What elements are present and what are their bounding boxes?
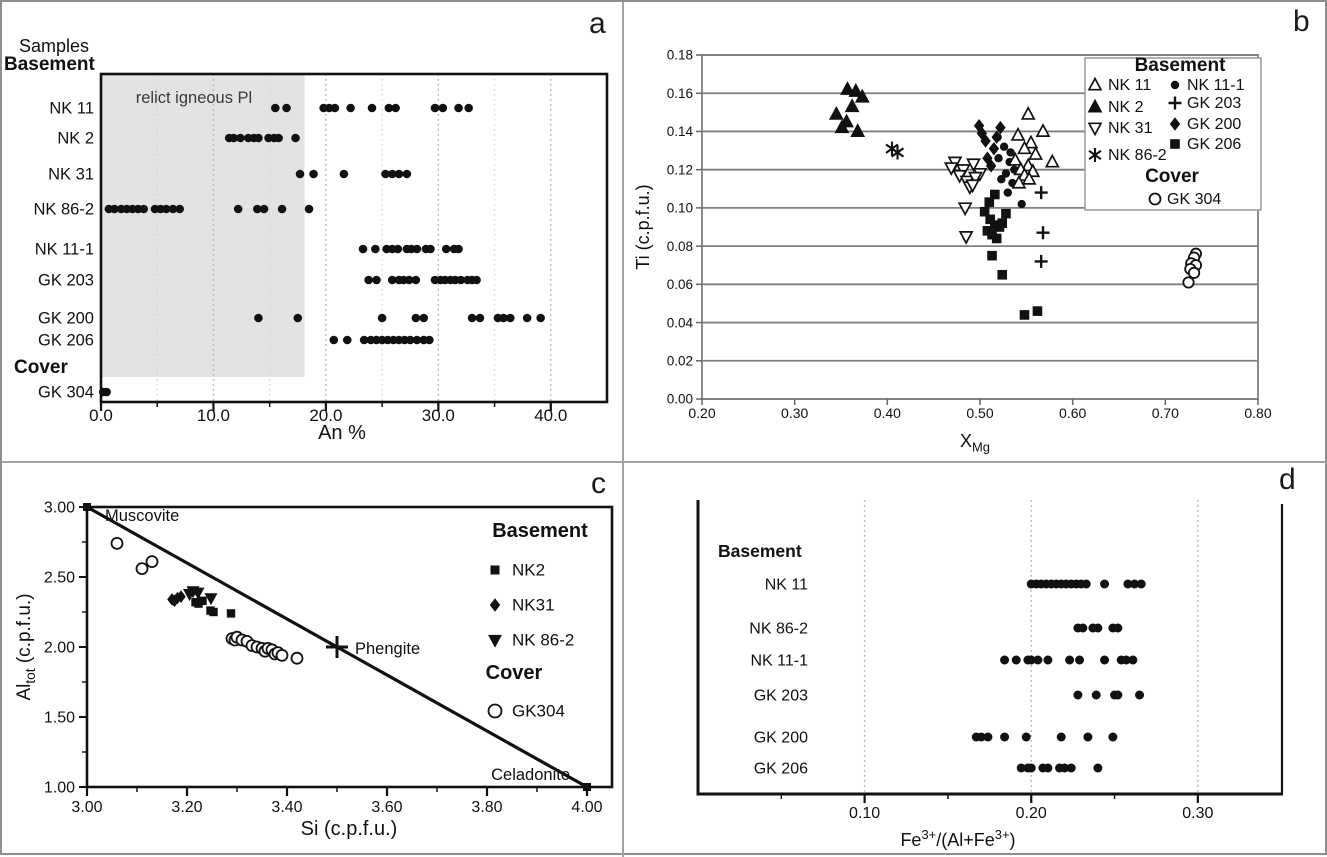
row-nk-11 xyxy=(1027,580,1146,589)
x-tick-label: 20.0 xyxy=(309,406,343,425)
legend-label: GK304 xyxy=(512,701,565,721)
data-point xyxy=(1082,580,1091,589)
x-tick-label: 40.0 xyxy=(534,406,568,425)
data-point xyxy=(1057,733,1066,742)
row-nk-11-1 xyxy=(359,245,463,254)
data-point xyxy=(425,336,434,345)
series-nk-31 xyxy=(945,157,986,243)
legend-label: GK 206 xyxy=(1187,136,1242,153)
data-point xyxy=(260,205,269,214)
panel-c xyxy=(2,462,623,857)
row-label: NK 86-2 xyxy=(33,200,94,219)
x-tick-label: 3.00 xyxy=(71,799,103,816)
data-point xyxy=(1037,125,1049,136)
data-point xyxy=(989,142,999,155)
annotation: Phengite xyxy=(355,640,421,658)
data-point xyxy=(412,314,421,323)
row-label: GK 200 xyxy=(38,309,94,328)
data-point xyxy=(472,276,481,285)
y-tick-label: 1.00 xyxy=(43,779,75,797)
panel-d-chart xyxy=(623,462,1327,857)
data-point xyxy=(987,251,997,261)
data-point xyxy=(1113,624,1122,633)
data-point xyxy=(1022,733,1031,742)
legend-marker-square-filled xyxy=(491,566,500,575)
data-point xyxy=(959,203,971,214)
data-point xyxy=(992,234,1002,244)
data-point xyxy=(1108,733,1117,742)
row-label: NK 11 xyxy=(49,99,94,118)
row-label: GK 203 xyxy=(753,687,808,705)
data-point xyxy=(454,104,463,113)
data-point xyxy=(371,245,380,254)
series-gk-203 xyxy=(1035,186,1050,268)
data-point xyxy=(209,608,217,616)
data-point xyxy=(291,134,300,143)
panel-a xyxy=(2,2,623,462)
data-point xyxy=(1004,188,1012,196)
legend-label: NK 31 xyxy=(1108,120,1153,137)
data-point xyxy=(274,134,283,143)
panel-b xyxy=(623,2,1327,462)
data-point xyxy=(1078,624,1087,633)
data-point xyxy=(391,104,400,113)
x-tick-label: 0.20 xyxy=(688,405,716,421)
data-point xyxy=(1012,129,1024,140)
panel-b-chart xyxy=(623,2,1327,462)
data-point xyxy=(331,104,340,113)
row-label: NK 11-1 xyxy=(750,652,808,670)
data-point xyxy=(277,650,288,661)
y-tick-label: 2.00 xyxy=(43,639,75,657)
data-point xyxy=(1073,691,1082,700)
data-point xyxy=(394,245,403,254)
series-gk-304 xyxy=(1183,249,1201,288)
data-point xyxy=(236,134,245,143)
x-axis-label: Si (c.p.f.u.) xyxy=(300,818,398,840)
data-point xyxy=(293,314,302,323)
x-tick-label: 0.70 xyxy=(1151,405,1179,421)
data-point xyxy=(1043,764,1052,773)
legend-marker-tridown-filled xyxy=(489,636,500,646)
legend-label: NK 86-2 xyxy=(512,630,575,650)
y-tick-label: 0.04 xyxy=(666,315,693,331)
data-point xyxy=(395,170,404,179)
annotation: Muscovite xyxy=(105,507,180,525)
data-point xyxy=(139,205,148,214)
data-point xyxy=(1075,656,1084,665)
data-point xyxy=(442,245,451,254)
legend-title: Cover xyxy=(485,662,543,684)
data-point xyxy=(198,597,206,605)
data-point xyxy=(1033,306,1043,316)
data-point xyxy=(412,276,421,285)
data-point xyxy=(1183,277,1193,287)
y-axis-label: $Al_{tot}$ (c.p.f.u.) xyxy=(14,593,38,701)
data-point xyxy=(983,733,992,742)
data-point xyxy=(830,108,842,119)
data-point xyxy=(997,270,1007,280)
row-gk-203 xyxy=(1073,691,1144,700)
row-label: NK 2 xyxy=(57,129,94,148)
data-point xyxy=(329,336,338,345)
row-label: NK 11-1 xyxy=(34,240,94,259)
data-point xyxy=(1093,764,1102,773)
legend-label: NK31 xyxy=(512,595,555,615)
shaded-region xyxy=(101,74,305,377)
data-point xyxy=(960,232,972,243)
annotation: Celadonite xyxy=(491,766,570,784)
group-header: Basement xyxy=(718,541,802,561)
data-point xyxy=(1092,691,1101,700)
panel-d xyxy=(623,462,1327,857)
data-point xyxy=(431,104,440,113)
x-tick-label: 0.0 xyxy=(89,406,113,425)
legend-title: Basement xyxy=(492,520,588,542)
y-tick-label: 0.16 xyxy=(666,85,693,101)
row-label: GK 206 xyxy=(38,331,94,350)
legend-title: Basement xyxy=(1134,55,1226,76)
legend-label: GK 200 xyxy=(1187,116,1242,133)
panel-letter-b: b xyxy=(1293,5,1310,38)
row-gk-206 xyxy=(329,336,433,345)
row-label: NK 31 xyxy=(48,165,94,184)
data-point xyxy=(234,205,243,214)
data-point xyxy=(359,245,368,254)
legend-marker-circle-open xyxy=(489,705,502,718)
y-tick-label: 0.18 xyxy=(666,47,693,63)
data-point xyxy=(343,336,352,345)
data-point xyxy=(305,205,314,214)
data-point xyxy=(175,205,184,214)
series-nk31 xyxy=(167,590,186,607)
data-point xyxy=(1189,268,1199,278)
data-point xyxy=(506,314,515,323)
data-point xyxy=(1035,186,1048,199)
data-point xyxy=(309,170,318,179)
x-tick-label: 3.40 xyxy=(271,799,303,816)
data-point xyxy=(993,133,1001,141)
legend-label: GK 203 xyxy=(1187,95,1242,112)
legend-label: NK 2 xyxy=(1108,99,1144,116)
x-axis-label: $Fe^{3+}/(Al+Fe^{3+})$ xyxy=(900,827,1016,850)
x-tick-label: 0.30 xyxy=(781,405,809,421)
data-point xyxy=(292,653,303,664)
data-point xyxy=(368,104,377,113)
data-point xyxy=(147,556,158,567)
data-point xyxy=(1135,691,1144,700)
x-tick-label: 30.0 xyxy=(421,406,455,425)
reference-marker-square-filled xyxy=(83,503,91,511)
data-point xyxy=(364,276,373,285)
x-tick-label: 0.30 xyxy=(1182,805,1214,822)
y-tick-label: 0.14 xyxy=(666,124,693,140)
group-header: Cover xyxy=(14,357,68,378)
legend-marker-square-filled xyxy=(1170,139,1180,149)
legend-label: GK 304 xyxy=(1167,191,1222,208)
data-point xyxy=(372,276,381,285)
data-point xyxy=(1065,656,1074,665)
data-point xyxy=(1037,226,1050,239)
x-tick-label: 0.50 xyxy=(966,405,994,421)
row-label: NK 86-2 xyxy=(749,620,808,638)
data-point xyxy=(254,134,263,143)
data-point xyxy=(523,314,532,323)
x-tick-label: 3.80 xyxy=(471,799,503,816)
data-point xyxy=(282,104,291,113)
legend-marker-circle-open xyxy=(1150,194,1161,205)
series-nk-86-2 xyxy=(886,142,903,160)
x-tick-label: 3.20 xyxy=(171,799,203,816)
x-tick-label: 0.80 xyxy=(1244,405,1272,421)
data-point xyxy=(536,314,545,323)
series-nk-11 xyxy=(1009,108,1058,188)
data-point xyxy=(1000,656,1009,665)
row-nk-86-2 xyxy=(1073,624,1122,633)
data-point xyxy=(439,104,448,113)
x-tick-label: 10.0 xyxy=(196,406,230,425)
data-point xyxy=(1020,310,1030,320)
legend-label: NK2 xyxy=(512,560,546,580)
row-label: NK 11 xyxy=(764,576,808,594)
data-point xyxy=(1022,108,1034,119)
data-point xyxy=(1000,733,1009,742)
y-tick-label: 0.12 xyxy=(666,162,693,178)
row-label: GK 206 xyxy=(753,760,808,778)
data-point xyxy=(403,170,412,179)
data-point xyxy=(378,314,387,323)
data-point xyxy=(1046,156,1058,167)
x-tick-label: 0.40 xyxy=(873,405,901,421)
y-tick-label: 0.00 xyxy=(666,391,693,407)
series-gk-206 xyxy=(980,190,1042,320)
data-point xyxy=(1100,580,1109,589)
data-point xyxy=(1035,255,1048,268)
x-tick-label: 0.20 xyxy=(1015,805,1047,822)
data-point xyxy=(206,594,216,603)
data-point xyxy=(296,170,305,179)
data-point xyxy=(346,104,355,113)
data-point xyxy=(1093,624,1102,633)
data-point xyxy=(1083,733,1092,742)
data-point xyxy=(1100,656,1109,665)
data-point xyxy=(426,245,435,254)
y-axis-label: Ti (c.p.f.u.) xyxy=(633,184,653,270)
group-header: Samples xyxy=(18,36,90,56)
y-tick-label: 0.10 xyxy=(666,200,693,216)
data-point xyxy=(1033,656,1042,665)
data-point xyxy=(990,190,1000,200)
x-tick-label: 0.60 xyxy=(1059,405,1087,421)
data-point xyxy=(1012,656,1021,665)
group-header: Basement xyxy=(4,54,95,75)
reference-marker-square-filled xyxy=(583,783,591,791)
x-axis-label: An % xyxy=(318,422,366,444)
shaded-region-label: relict igneous Pl xyxy=(135,89,253,107)
data-point xyxy=(254,314,263,323)
data-point xyxy=(1000,143,1008,151)
data-point xyxy=(271,104,280,113)
x-axis-label: $X_{Mg}$ xyxy=(959,431,991,455)
data-point xyxy=(1001,209,1011,219)
data-point xyxy=(137,563,148,574)
data-point xyxy=(340,170,349,179)
series-nk-2 xyxy=(830,83,868,136)
y-tick-label: 3.00 xyxy=(43,499,75,517)
panel-letter-d: d xyxy=(1279,463,1296,496)
data-point xyxy=(1137,580,1146,589)
legend-label: NK 11 xyxy=(1108,77,1152,94)
data-point xyxy=(454,245,463,254)
y-tick-label: 2.50 xyxy=(43,569,75,587)
data-point xyxy=(464,104,473,113)
legend-title: Cover xyxy=(1145,166,1199,187)
row-label: GK 203 xyxy=(38,271,94,290)
panel-letter-c: c xyxy=(591,467,606,500)
y-tick-label: 0.06 xyxy=(666,277,693,293)
row-gk-206 xyxy=(1017,764,1103,773)
data-point xyxy=(1067,764,1076,773)
x-tick-label: 4.00 xyxy=(571,799,603,816)
row-label: GK 200 xyxy=(753,729,808,747)
row-gk-304 xyxy=(99,388,111,397)
data-point xyxy=(997,218,1007,228)
legend-label: NK 11-1 xyxy=(1187,77,1245,94)
legend-marker-circle-filled xyxy=(1171,81,1179,89)
reference-marker-plus xyxy=(326,636,348,658)
data-point xyxy=(1043,656,1052,665)
data-point xyxy=(1018,200,1026,208)
y-tick-label: 0.08 xyxy=(666,238,693,254)
row-gk-200 xyxy=(254,314,545,323)
row-label: GK 304 xyxy=(38,383,94,402)
panel-c-chart xyxy=(2,462,623,857)
data-point xyxy=(1113,691,1122,700)
y-tick-label: 0.02 xyxy=(666,353,693,369)
panel-letter-a: a xyxy=(589,7,606,40)
data-point xyxy=(1027,764,1036,773)
row-gk-200 xyxy=(972,733,1118,742)
row-nk-31 xyxy=(296,170,411,179)
legend-marker-diamond-filled xyxy=(490,598,500,611)
data-point xyxy=(278,205,287,214)
data-point xyxy=(1128,656,1137,665)
series-gk304 xyxy=(112,538,303,664)
y-tick-label: 1.50 xyxy=(43,709,75,727)
panel-a-chart xyxy=(2,2,623,462)
row-nk-11-1 xyxy=(1000,656,1137,665)
data-point xyxy=(997,175,1005,183)
x-tick-label: 3.60 xyxy=(371,799,403,816)
data-point xyxy=(413,245,422,254)
x-tick-label: 0.10 xyxy=(849,805,881,822)
data-point xyxy=(994,154,1002,162)
legend-label: NK 86-2 xyxy=(1108,147,1167,164)
data-point xyxy=(468,314,477,323)
data-point xyxy=(112,538,123,549)
data-point xyxy=(227,609,235,617)
data-point xyxy=(419,314,428,323)
data-point xyxy=(102,388,111,397)
data-point xyxy=(476,314,485,323)
